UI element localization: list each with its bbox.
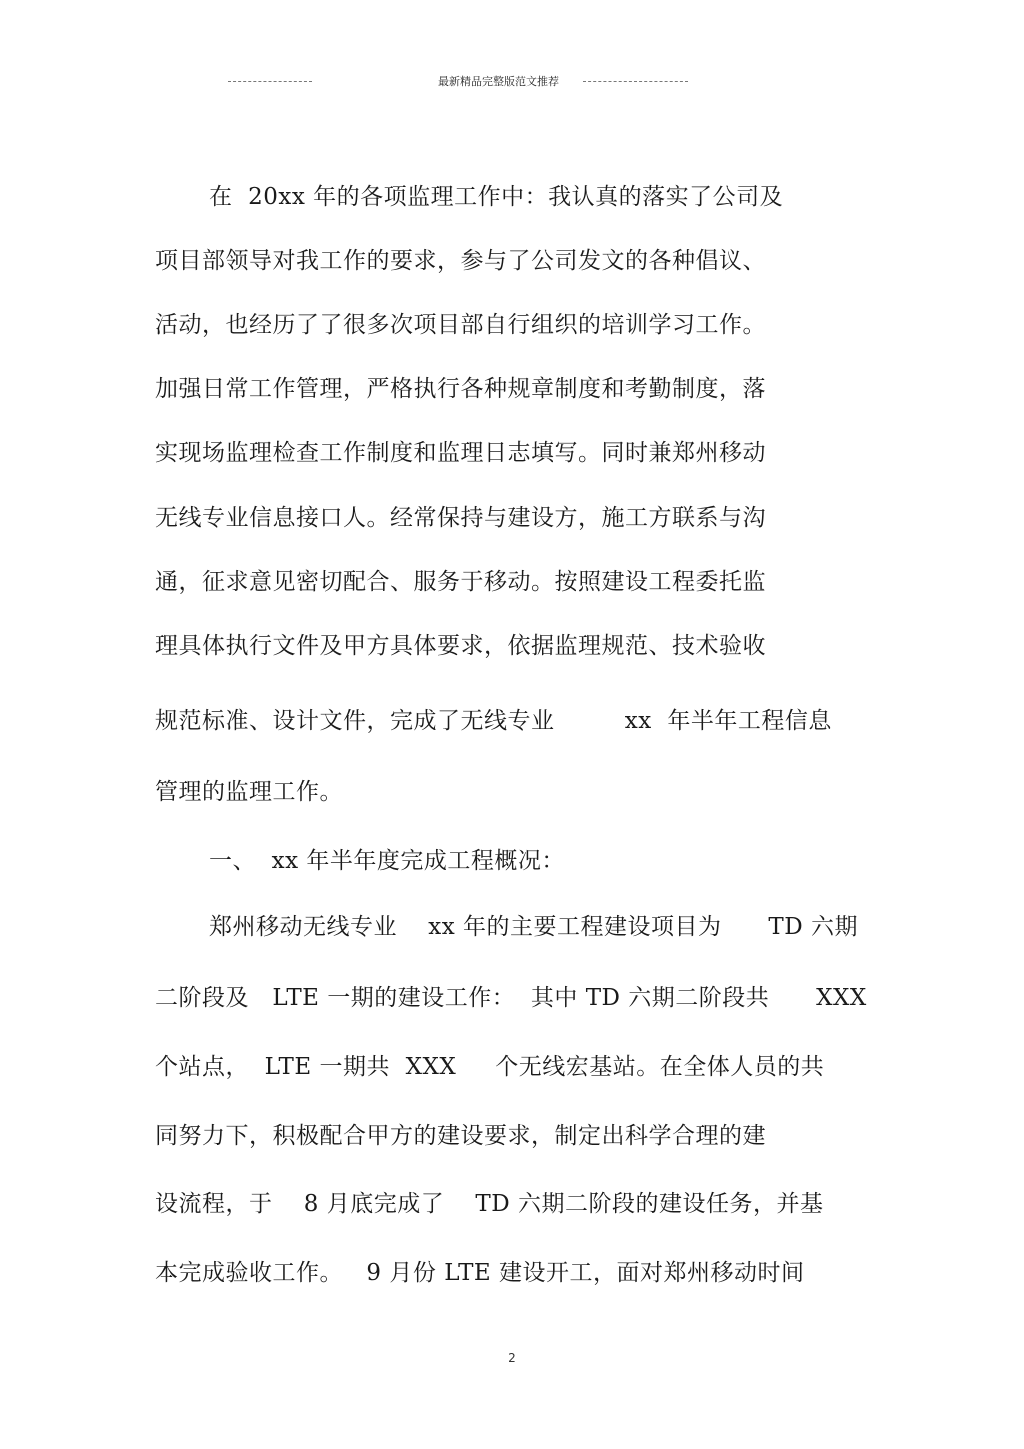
header-title: 最新精品完整版范文推荐 — [438, 75, 559, 88]
paragraph-line: 理具体执行文件及甲方具体要求，依据监理规范、技术验收 — [155, 633, 766, 659]
page-number: 2 — [508, 1351, 516, 1365]
paragraph-line: 项目部领导对我工作的要求，参与了公司发文的各种倡议、 — [155, 248, 766, 274]
paragraph-line: 同努力下，积极配合甲方的建设要求，制定出科学合理的建 — [155, 1123, 766, 1149]
paragraph-line: 设流程，于 8 月底完成了 TD 六期二阶段的建设任务，并基 — [155, 1191, 824, 1217]
paragraph-line: 实现场监理检查工作制度和监理日志填写。同时兼郑州移动 — [155, 440, 766, 466]
paragraph-line: 通，征求意见密切配合、服务于移动。按照建设工程委托监 — [155, 569, 766, 595]
paragraph-line: 在 20xx 年的各项监理工作中：我认真的落实了公司及 — [209, 184, 784, 210]
paragraph-line: 个站点， LTE 一期共 XXX 个无线宏基站。在全体人员的共 — [155, 1054, 825, 1080]
paragraph-line: 管理的监理工作。 — [155, 779, 343, 805]
section-heading: 一、 xx 年半年度完成工程概况： — [209, 848, 565, 874]
paragraph-line: 无线专业信息接口人。经常保持与建设方，施工方联系与沟 — [155, 505, 766, 531]
paragraph-line: 郑州移动无线专业 xx 年的主要工程建设项目为 TD 六期 — [209, 914, 858, 940]
header-dashed-rule-left — [228, 81, 312, 82]
paragraph-line: 规范标准、设计文件，完成了无线专业 xx 年半年工程信息 — [155, 708, 832, 734]
paragraph-line: 二阶段及 LTE 一期的建设工作： 其中 TD 六期二阶段共 XXX — [155, 985, 867, 1011]
paragraph-line: 本完成验收工作。 9 月份 LTE 建设开工，面对郑州移动时间 — [155, 1260, 805, 1286]
header-dashed-rule-right — [583, 81, 688, 82]
paragraph-line: 加强日常工作管理，严格执行各种规章制度和考勤制度，落 — [155, 376, 766, 402]
paragraph-line: 活动，也经历了了很多次项目部自行组织的培训学习工作。 — [155, 312, 766, 338]
page-header — [228, 73, 688, 89]
